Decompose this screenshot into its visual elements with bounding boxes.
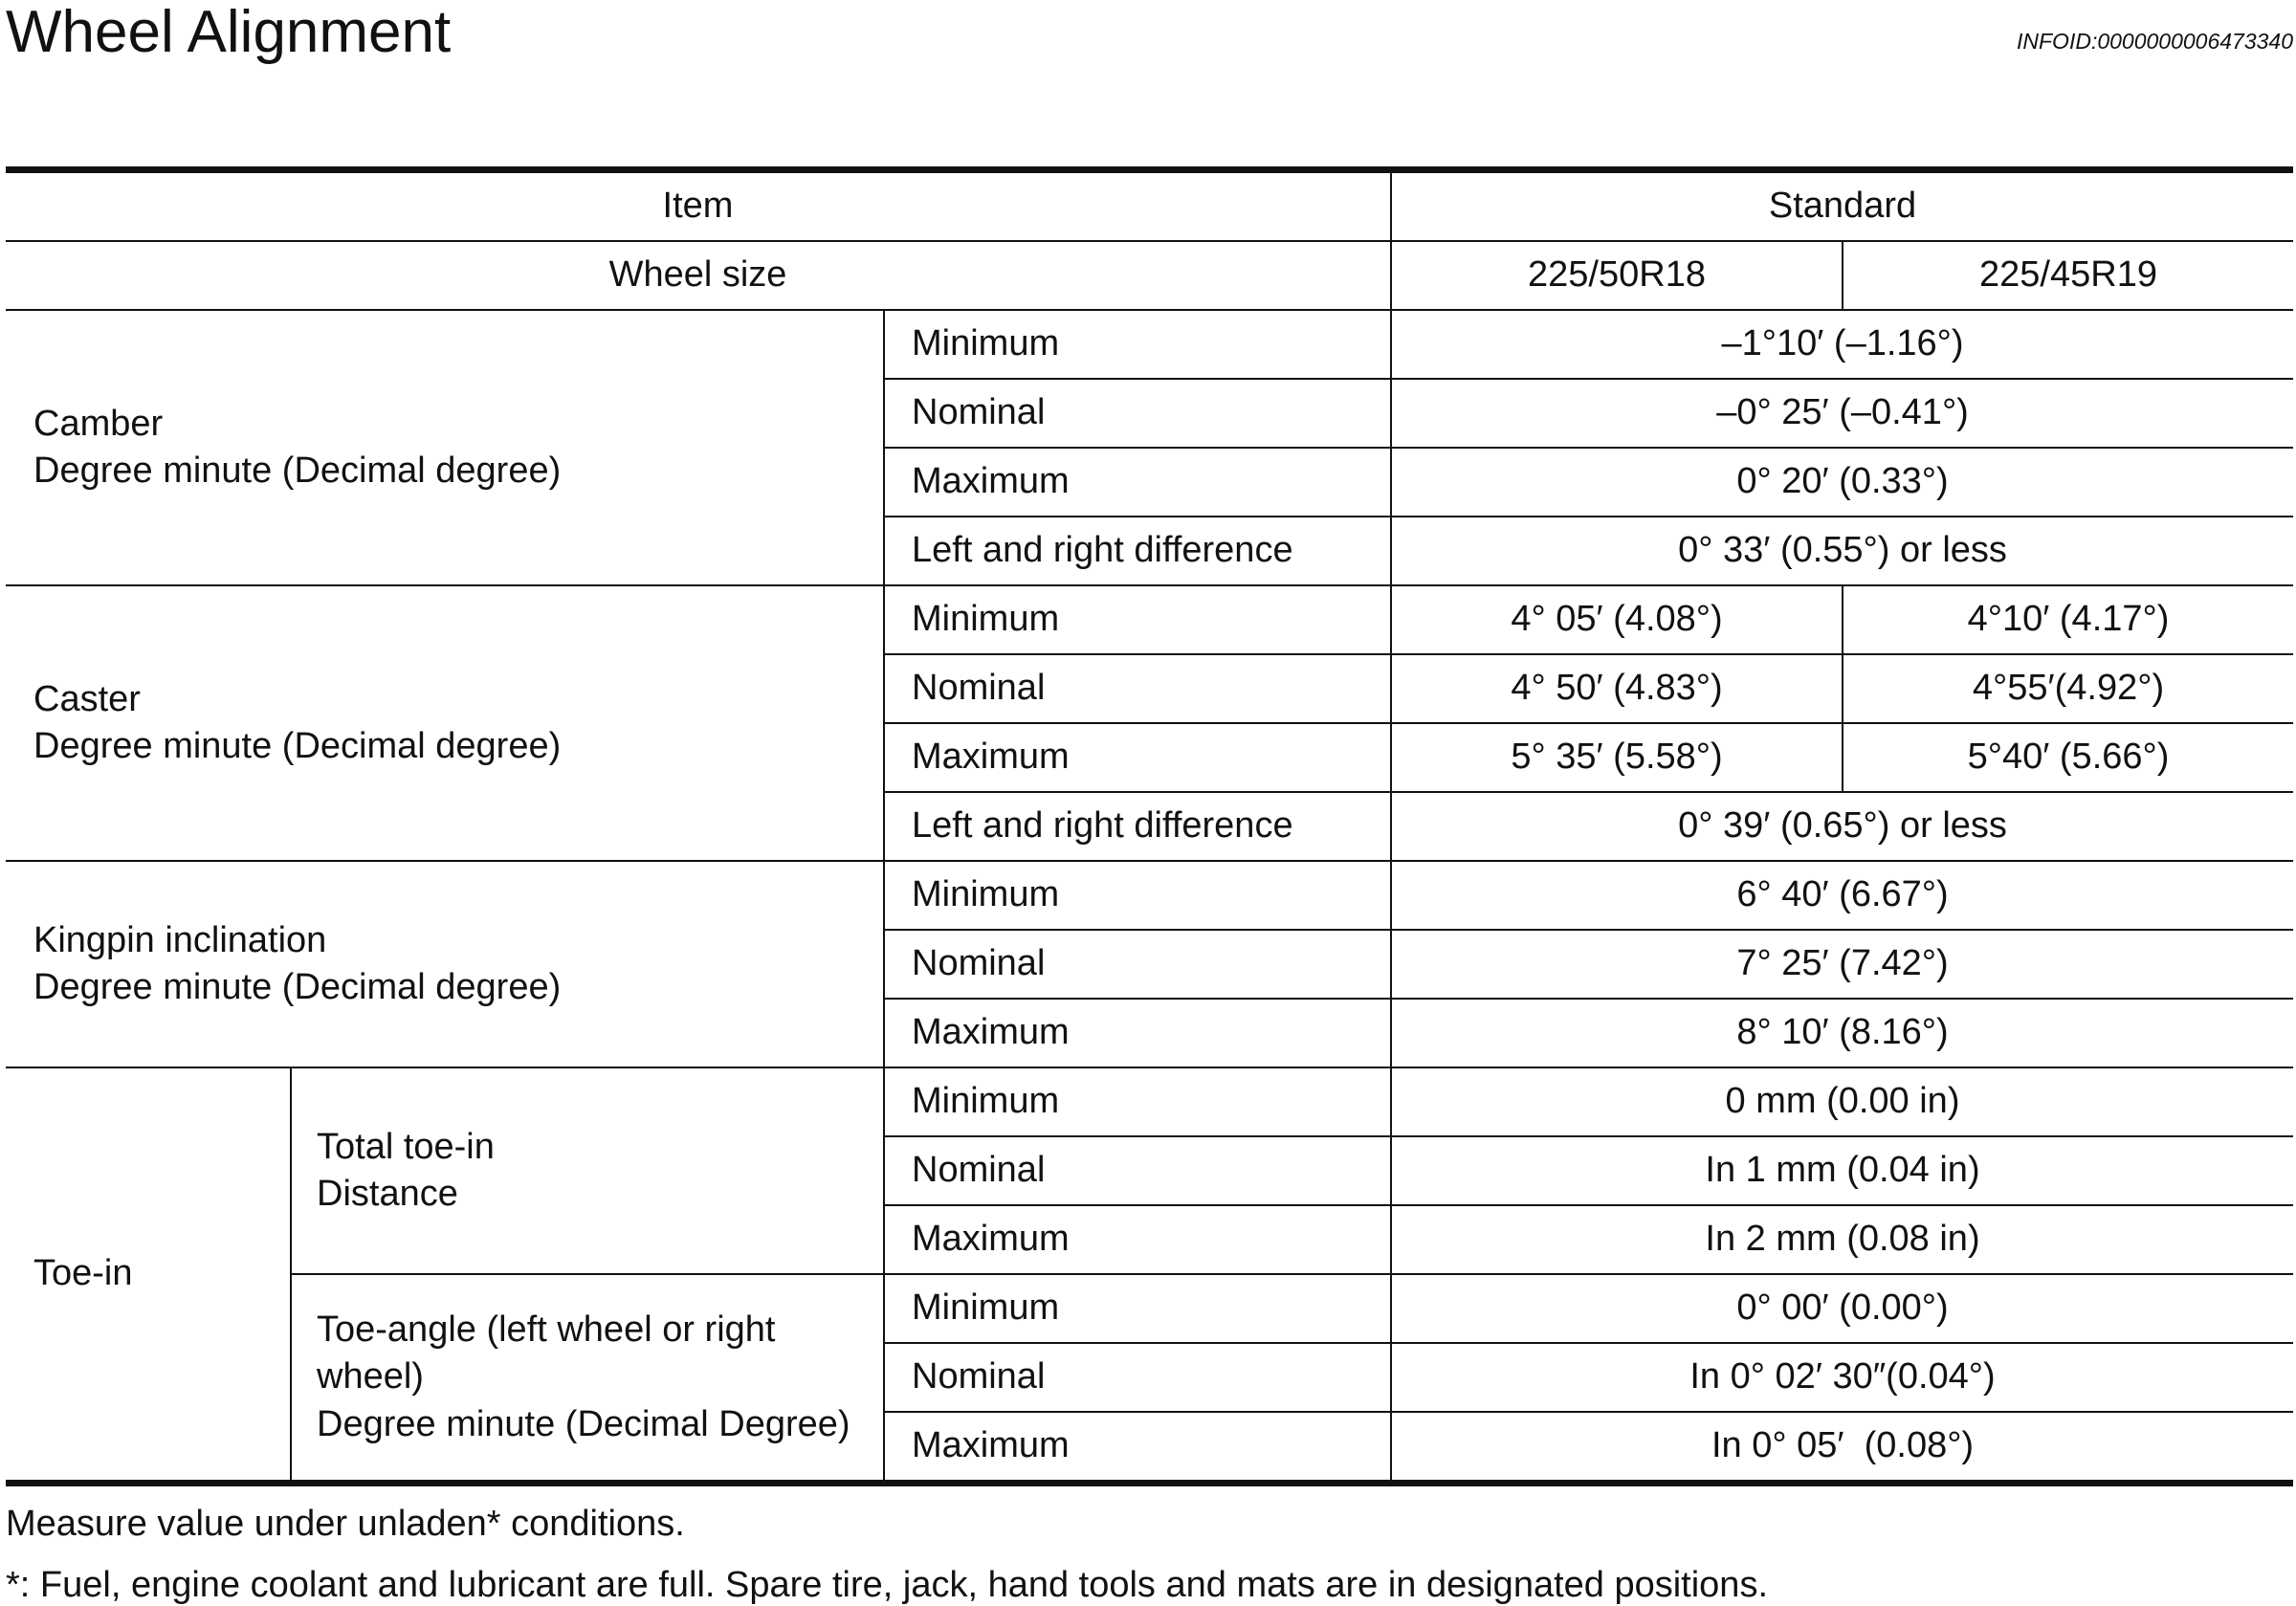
header-row (6, 170, 2293, 242)
param-cell: Maximum (884, 723, 1391, 792)
wheel-size-row (6, 241, 2293, 310)
value-cell-19: 4°55′(4.92°) (1843, 654, 2293, 723)
table-row (6, 861, 2293, 930)
caster-title: Caster (33, 678, 141, 719)
info-id: INFOID:0000000006473340 (2017, 29, 2293, 54)
value-cell: 0° 39′ (0.65°) or less (1391, 792, 2293, 861)
standard-header: Standard (1391, 170, 2293, 242)
param-cell: Minimum (884, 861, 1391, 930)
param-cell: Left and right difference (884, 792, 1391, 861)
table-row (6, 1274, 2293, 1343)
caster-unit: Degree minute (Decimal degree) (33, 726, 562, 766)
param-cell: Nominal (884, 1343, 1391, 1412)
item-header: Item (6, 170, 1391, 242)
total-toe-in-unit: Distance (317, 1174, 458, 1214)
table-row (6, 585, 2293, 654)
param-cell: Minimum (884, 1274, 1391, 1343)
page-title: Wheel Alignment (6, 0, 452, 65)
toe-in-label: Toe-in (6, 1067, 291, 1484)
param-cell: Left and right difference (884, 517, 1391, 585)
table-row (6, 310, 2293, 379)
table-row (6, 1067, 2293, 1136)
value-cell-18: 4° 05′ (4.08°) (1391, 585, 1843, 654)
kingpin-label (6, 861, 884, 1067)
param-cell: Minimum (884, 310, 1391, 379)
param-cell: Nominal (884, 379, 1391, 448)
param-cell: Nominal (884, 654, 1391, 723)
toe-angle-unit: Degree minute (Decimal Degree) (317, 1403, 850, 1444)
total-toe-in-label (291, 1067, 884, 1274)
caster-label (6, 585, 884, 861)
note-footnote: *: Fuel, engine coolant and lubricant are full. Spare tire, jack, hand tools and mats are in designated positions. (6, 1565, 1768, 1605)
wheel-alignment-table (6, 166, 2293, 1486)
param-cell: Minimum (884, 1067, 1391, 1136)
camber-label (6, 310, 884, 585)
param-cell: Nominal (884, 930, 1391, 999)
camber-title: Camber (33, 403, 164, 444)
toe-angle-title: Toe-angle (left wheel or right wheel) (317, 1309, 776, 1397)
value-cell-18: 4° 50′ (4.83°) (1391, 654, 1843, 723)
total-toe-in-title: Total toe-in (317, 1126, 495, 1167)
value-cell: In 0° 05′ (0.08°) (1391, 1412, 2293, 1484)
value-cell: 0° 00′ (0.00°) (1391, 1274, 2293, 1343)
value-cell: 7° 25′ (7.42°) (1391, 930, 2293, 999)
value-cell: In 1 mm (0.04 in) (1391, 1136, 2293, 1205)
param-cell: Maximum (884, 999, 1391, 1067)
wheel-size-18: 225/50R18 (1391, 241, 1843, 310)
value-cell-19: 5°40′ (5.66°) (1843, 723, 2293, 792)
note-unladen: Measure value under unladen* conditions. (6, 1504, 685, 1544)
param-cell: Minimum (884, 585, 1391, 654)
toe-angle-label (291, 1274, 884, 1484)
kingpin-unit: Degree minute (Decimal degree) (33, 967, 562, 1007)
value-cell: 0° 20′ (0.33°) (1391, 448, 2293, 517)
camber-unit: Degree minute (Decimal degree) (33, 451, 562, 491)
value-cell-19: 4°10′ (4.17°) (1843, 585, 2293, 654)
kingpin-title: Kingpin inclination (33, 919, 327, 960)
param-cell: Nominal (884, 1136, 1391, 1205)
value-cell: 6° 40′ (6.67°) (1391, 861, 2293, 930)
value-cell-18: 5° 35′ (5.58°) (1391, 723, 1843, 792)
param-cell: Maximum (884, 1205, 1391, 1274)
value-cell: 0° 33′ (0.55°) or less (1391, 517, 2293, 585)
wheel-size-19: 225/45R19 (1843, 241, 2293, 310)
value-cell: –1°10′ (–1.16°) (1391, 310, 2293, 379)
param-cell: Maximum (884, 448, 1391, 517)
value-cell: In 2 mm (0.08 in) (1391, 1205, 2293, 1274)
value-cell: –0° 25′ (–0.41°) (1391, 379, 2293, 448)
value-cell: 8° 10′ (8.16°) (1391, 999, 2293, 1067)
value-cell: In 0° 02′ 30″(0.04°) (1391, 1343, 2293, 1412)
wheel-size-label: Wheel size (6, 241, 1391, 310)
value-cell: 0 mm (0.00 in) (1391, 1067, 2293, 1136)
param-cell: Maximum (884, 1412, 1391, 1484)
